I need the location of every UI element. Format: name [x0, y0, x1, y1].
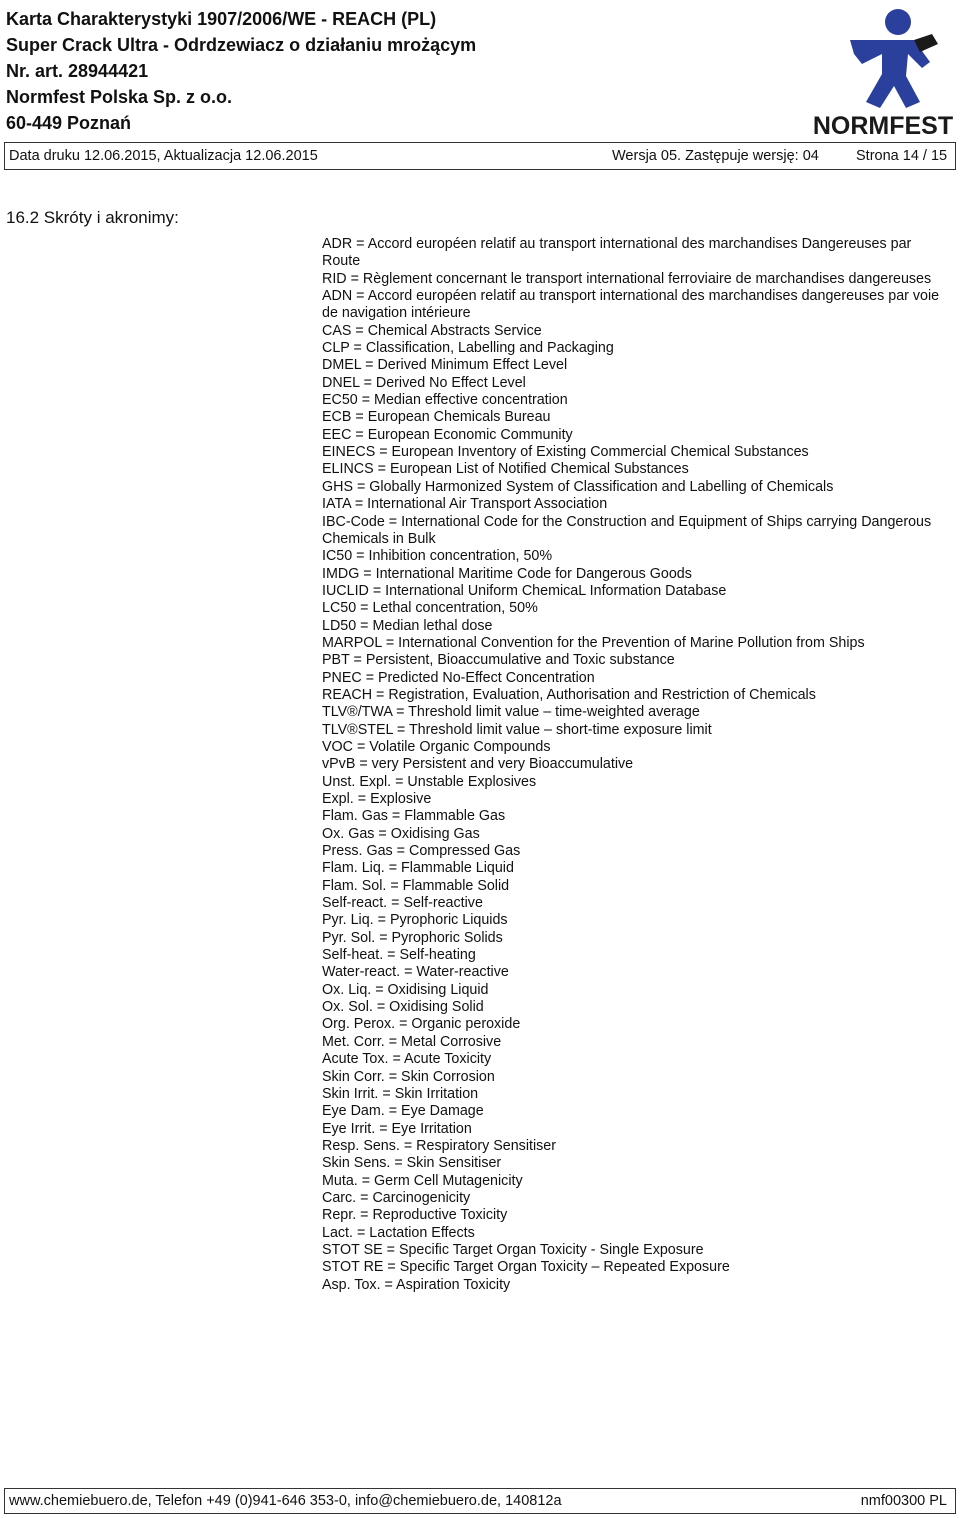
page-number: Strona 14 / 15	[856, 148, 948, 164]
abbreviation-item: IMDG = International Maritime Code for Dangerous Goods	[322, 565, 692, 582]
abbreviation-item: IBC-Code = International Code for the Construction and Equipment of Ships carrying Dangerous Chemicals in Bulk	[322, 513, 932, 547]
abbreviation-item: Flam. Liq. = Flammable Liquid	[322, 860, 514, 877]
abbreviation-item: ELINCS = European List of Notified Chemical Substances	[322, 461, 689, 478]
abbreviation-item: Skin Irrit. = Skin Irritation	[322, 1085, 479, 1102]
abbreviation-item: EEC = European Economic Community	[322, 426, 573, 443]
abbreviation-item: Flam. Sol. = Flammable Solid	[322, 877, 510, 894]
abbreviation-item: MARPOL = International Convention for the Prevention of Marine Pollution from Ships	[322, 634, 865, 651]
abbreviation-item: Repr. = Reproductive Toxicity	[322, 1207, 508, 1224]
document-meta-bar	[4, 142, 956, 170]
abbreviation-item: RID = Règlement concernant le transport international ferroviaire de marchandises dangereuses	[322, 270, 932, 287]
abbreviation-item: DMEL = Derived Minimum Effect Level	[322, 357, 568, 374]
abbreviation-item: Self-react. = Self-reactive	[322, 895, 483, 912]
print-date: Data druku 12.06.2015, Aktualizacja 12.06.2015	[9, 148, 318, 164]
abbreviation-item: Skin Sens. = Skin Sensitiser	[322, 1155, 502, 1172]
abbreviation-item: LC50 = Lethal concentration, 50%	[322, 600, 538, 617]
abbreviation-item: STOT SE = Specific Target Organ Toxicity - Single Exposure	[322, 1241, 704, 1258]
abbreviation-item: ADR = Accord européen relatif au transport international des marchandises Dangereuses par Route	[322, 236, 912, 270]
abbreviation-item: PNEC = Predicted No-Effect Concentration	[322, 669, 595, 686]
abbreviation-item: PBT = Persistent, Bioaccumulative and Toxic substance	[322, 652, 675, 669]
abbreviation-item: Unst. Expl. = Unstable Explosives	[322, 773, 537, 790]
abbreviation-item: Pyr. Liq. = Pyrophoric Liquids	[322, 912, 508, 929]
abbreviation-item: Org. Perox. = Organic peroxide	[322, 1016, 521, 1033]
normfest-logo	[810, 4, 956, 138]
product-name: Super Crack Ultra - Odrdzewiacz o działaniu mrożącym	[6, 35, 477, 55]
company-address: 60-449 Poznań	[6, 113, 132, 133]
document-header	[6, 6, 476, 136]
abbreviation-item: DNEL = Derived No Effect Level	[322, 374, 526, 391]
abbreviation-item: LD50 = Median lethal dose	[322, 617, 493, 634]
abbreviation-item: REACH = Registration, Evaluation, Authorisation and Restriction of Chemicals	[322, 686, 816, 703]
company-name: Normfest Polska Sp. z o.o.	[6, 87, 233, 107]
abbreviation-item: ECB = European Chemicals Bureau	[322, 409, 551, 426]
abbreviation-item: Asp. Tox. = Aspiration Toxicity	[322, 1276, 511, 1293]
abbreviation-item: CLP = Classification, Labelling and Packaging	[322, 340, 614, 357]
abbreviation-item: Pyr. Sol. = Pyrophoric Solids	[322, 929, 503, 946]
abbreviation-item: Ox. Sol. = Oxidising Solid	[322, 999, 484, 1016]
abbreviation-item: vPvB = very Persistent and very Bioaccumulative	[322, 756, 634, 773]
abbreviation-item: CAS = Chemical Abstracts Service	[322, 322, 542, 339]
abbreviation-item: Skin Corr. = Skin Corrosion	[322, 1068, 495, 1085]
footer-doc-code: nmf00300 PL	[860, 1493, 947, 1509]
abbreviation-item: IUCLID = International Uniform ChemicaL Information Database	[322, 582, 727, 599]
abbreviation-item: VOC = Volatile Organic Compounds	[322, 738, 551, 755]
section-heading: 16.2 Skróty i akronimy:	[6, 208, 179, 227]
abbreviation-item: Press. Gas = Compressed Gas	[322, 843, 521, 860]
document-footer	[4, 1488, 956, 1514]
logo-wordmark: NORMFEST	[812, 112, 954, 138]
abbreviation-item: Muta. = Germ Cell Mutagenicity	[322, 1172, 523, 1189]
abbreviation-item: Eye Dam. = Eye Damage	[322, 1103, 484, 1120]
abbreviation-item: Ox. Gas = Oxidising Gas	[322, 825, 480, 842]
abbreviation-item: Flam. Gas = Flammable Gas	[322, 808, 506, 825]
abbreviation-item: TLV®/TWA = Threshold limit value – time-weighted average	[322, 704, 700, 721]
abbreviation-list	[322, 236, 950, 1294]
version-info: Wersja 05. Zastępuje wersję: 04	[612, 148, 819, 164]
abbreviation-item: EINECS = European Inventory of Existing Commercial Chemical Substances	[322, 444, 809, 461]
abbreviation-item: TLV®STEL = Threshold limit value – short-time exposure limit	[322, 721, 712, 738]
abbreviation-item: GHS = Globally Harmonized System of Classification and Labelling of Chemicals	[322, 478, 834, 495]
footer-contact: www.chemiebuero.de, Telefon +49 (0)941-646 353-0, info@chemiebuero.de, 140812a	[9, 1493, 562, 1509]
abbreviation-item: Expl. = Explosive	[322, 791, 432, 807]
abbreviation-item: Acute Tox. = Acute Toxicity	[322, 1051, 492, 1068]
abbreviation-item: ADN = Accord européen relatif au transport international des marchandises dangereuses par voie de navigation intérieure	[322, 288, 940, 322]
article-number: Nr. art. 28944421	[6, 61, 149, 81]
abbreviation-item: Met. Corr. = Metal Corrosive	[322, 1033, 502, 1050]
abbreviation-item: Water-react. = Water-reactive	[322, 964, 509, 981]
abbreviation-item: IC50 = Inhibition concentration, 50%	[322, 548, 553, 565]
abbreviation-item: Eye Irrit. = Eye Irritation	[322, 1120, 472, 1137]
document-title: Karta Charakterystyki 1907/2006/WE - REACH (PL)	[6, 9, 437, 29]
abbreviation-item: STOT RE = Specific Target Organ Toxicity – Repeated Exposure	[322, 1259, 730, 1276]
abbreviation-item: Lact. = Lactation Effects	[322, 1224, 475, 1241]
logo-figure-icon	[850, 9, 930, 108]
abbreviation-item: Carc. = Carcinogenicity	[322, 1189, 471, 1206]
abbreviation-item: Ox. Liq. = Oxidising Liquid	[322, 981, 489, 998]
abbreviation-item: Self-heat. = Self-heating	[322, 947, 476, 964]
abbreviation-item: IATA = International Air Transport Association	[322, 496, 608, 513]
abbreviation-item: EC50 = Median effective concentration	[322, 392, 568, 409]
abbreviation-item: Resp. Sens. = Respiratory Sensitiser	[322, 1137, 557, 1154]
